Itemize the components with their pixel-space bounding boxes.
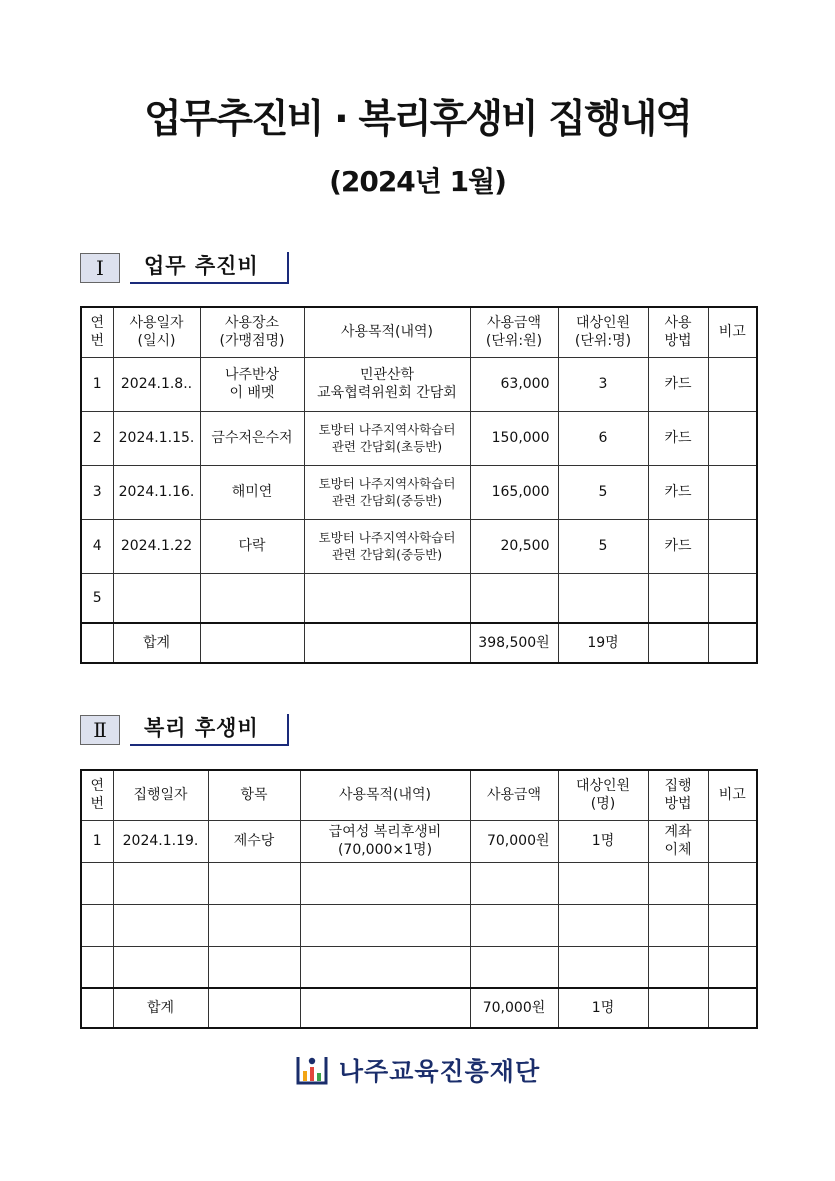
row-number: 2 <box>81 411 113 465</box>
total-blank <box>708 988 757 1028</box>
use-amount <box>470 862 558 904</box>
use-date: 2024.1.22 <box>113 519 200 573</box>
header-cell: 비고 <box>708 307 757 357</box>
table-row <box>81 465 757 519</box>
row-number: 5 <box>81 573 113 623</box>
people-count: 6 <box>558 411 648 465</box>
total-blank <box>208 988 300 1028</box>
table-row <box>81 862 757 904</box>
header-cell: 사용 방법 <box>648 307 708 357</box>
total-blank <box>304 623 470 663</box>
header-cell: 사용금액 <box>470 770 558 820</box>
use-purpose: 급여성 복리후생비 (70,000×1명) <box>300 820 470 862</box>
header-cell: 대상인원 (명) <box>558 770 648 820</box>
total-row <box>81 988 757 1028</box>
table-header-row <box>81 770 757 820</box>
row-number <box>81 862 113 904</box>
exec-date <box>113 862 208 904</box>
use-purpose <box>300 946 470 988</box>
use-amount: 165,000 <box>470 465 558 519</box>
table-header-row <box>81 307 757 357</box>
payment-method: 계좌 이체 <box>648 820 708 862</box>
row-number: 3 <box>81 465 113 519</box>
note-cell <box>708 820 757 862</box>
people-count <box>558 946 648 988</box>
expense-item <box>208 946 300 988</box>
header-cell: 사용일자 (일시) <box>113 307 200 357</box>
total-amount: 398,500원 <box>470 623 558 663</box>
people-count: 5 <box>558 519 648 573</box>
use-place <box>200 573 304 623</box>
note-cell <box>708 573 757 623</box>
exec-date <box>113 946 208 988</box>
note-cell <box>708 411 757 465</box>
payment-method <box>648 904 708 946</box>
use-date: 2024.1.15. <box>113 411 200 465</box>
use-purpose <box>304 573 470 623</box>
total-blank <box>200 623 304 663</box>
header-cell: 집행일자 <box>113 770 208 820</box>
use-purpose <box>300 904 470 946</box>
header-cell: 항목 <box>208 770 300 820</box>
table-row <box>81 946 757 988</box>
note-cell <box>708 357 757 411</box>
organization-name: 나주교육진흥재단 <box>338 1057 541 1086</box>
table-row <box>81 357 757 411</box>
payment-method <box>648 573 708 623</box>
section-number: Ⅰ <box>80 253 120 283</box>
use-place: 나주반상 이 배멧 <box>200 357 304 411</box>
total-amount: 70,000원 <box>470 988 558 1028</box>
footer <box>0 1052 835 1088</box>
header-cell: 사용장소 (가맹점명) <box>200 307 304 357</box>
table-row <box>81 411 757 465</box>
row-number: 1 <box>81 820 113 862</box>
use-amount: 70,000원 <box>470 820 558 862</box>
use-purpose: 토방터 나주지역사학습터 관련 간담회(중등반) <box>304 519 470 573</box>
payment-method <box>648 862 708 904</box>
table-row <box>81 904 757 946</box>
people-count <box>558 573 648 623</box>
header-cell: 비고 <box>708 770 757 820</box>
note-cell <box>708 946 757 988</box>
use-amount <box>470 946 558 988</box>
row-number: 4 <box>81 519 113 573</box>
payment-method: 카드 <box>648 357 708 411</box>
payment-method: 카드 <box>648 465 708 519</box>
use-amount <box>470 904 558 946</box>
total-label: 합계 <box>113 623 200 663</box>
note-cell <box>708 862 757 904</box>
total-label: 합계 <box>113 988 208 1028</box>
row-number: 1 <box>81 357 113 411</box>
total-blank <box>648 623 708 663</box>
use-purpose: 토방터 나주지역사학습터 관련 간담회(초등반) <box>304 411 470 465</box>
total-blank <box>300 988 470 1028</box>
use-amount: 63,000 <box>470 357 558 411</box>
expense-item: 제수당 <box>208 820 300 862</box>
total-row <box>81 623 757 663</box>
section-label: 복리 후생비 <box>130 714 289 746</box>
use-place: 다락 <box>200 519 304 573</box>
header-cell: 사용금액 (단위:원) <box>470 307 558 357</box>
expense-item <box>208 904 300 946</box>
payment-method: 카드 <box>648 519 708 573</box>
people-count <box>558 904 648 946</box>
row-number <box>81 904 113 946</box>
use-place: 금수저은수저 <box>200 411 304 465</box>
section-heading-welfare <box>80 712 289 748</box>
note-cell <box>708 904 757 946</box>
use-date: 2024.1.8.. <box>113 357 200 411</box>
total-blank <box>708 623 757 663</box>
use-amount: 150,000 <box>470 411 558 465</box>
table-row <box>81 820 757 862</box>
section-number: Ⅱ <box>80 715 120 745</box>
total-blank <box>81 623 113 663</box>
people-count: 5 <box>558 465 648 519</box>
foundation-logo-icon <box>295 1053 329 1087</box>
payment-method: 카드 <box>648 411 708 465</box>
use-purpose <box>300 862 470 904</box>
document-title: 업무추진비 · 복리후생비 집행내역 <box>144 97 691 142</box>
total-blank <box>81 988 113 1028</box>
expense-item <box>208 862 300 904</box>
exec-date: 2024.1.19. <box>113 820 208 862</box>
people-count: 1명 <box>558 820 648 862</box>
note-cell <box>708 465 757 519</box>
use-amount: 20,500 <box>470 519 558 573</box>
use-place: 해미연 <box>200 465 304 519</box>
people-count <box>558 862 648 904</box>
use-amount <box>470 573 558 623</box>
total-blank <box>648 988 708 1028</box>
header-cell: 사용목적(내역) <box>300 770 470 820</box>
use-date <box>113 573 200 623</box>
table-row <box>81 519 757 573</box>
header-cell: 대상인원 (단위:명) <box>558 307 648 357</box>
section-label: 업무 추진비 <box>130 252 289 284</box>
use-date: 2024.1.16. <box>113 465 200 519</box>
welfare-expense-table <box>80 769 758 1029</box>
header-cell: 집행 방법 <box>648 770 708 820</box>
use-purpose: 민관산학 교육협력위원회 간담회 <box>304 357 470 411</box>
total-people: 19명 <box>558 623 648 663</box>
payment-method <box>648 946 708 988</box>
people-count: 3 <box>558 357 648 411</box>
business-expense-table <box>80 306 758 664</box>
exec-date <box>113 904 208 946</box>
section-heading-business <box>80 250 289 286</box>
note-cell <box>708 519 757 573</box>
total-people: 1명 <box>558 988 648 1028</box>
use-purpose: 토방터 나주지역사학습터 관련 간담회(중등반) <box>304 465 470 519</box>
row-number <box>81 946 113 988</box>
table-row <box>81 573 757 623</box>
document-subtitle: (2024년 1월) <box>329 165 506 198</box>
header-cell: 사용목적(내역) <box>304 307 470 357</box>
header-cell: 연 번 <box>81 770 113 820</box>
header-cell: 연 번 <box>81 307 113 357</box>
